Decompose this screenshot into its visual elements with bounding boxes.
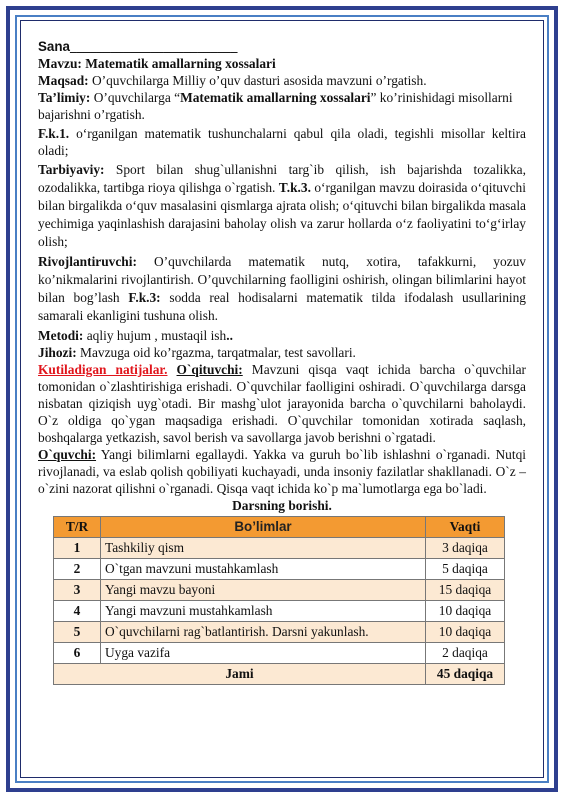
competence-fk1: F.k.1. o‘rganilgan matematik tushunchalarni qabul qila oladi, tegishli misollar keltira oladi; <box>38 126 526 158</box>
table-total-row <box>54 664 505 685</box>
expected-results-student: O`quvchi: Yangi bilimlarni egallaydi. Yakka va guruh bo`lib ishlashni o`rganadi. Nutqi rivojlanadi, va eslab qolish qobiliyati kuchayadi, unda insoniy fazilatlar shakllanadi. O`z – o`zini nazorat qilishni o`rganadi. Qisqa vaqt ichida ko`p ma`lumotlarga ega bo`ladi. <box>38 447 527 496</box>
topic-line: Mavzu: Matematik amallarning xossalari <box>38 56 276 71</box>
total-time: 45 daqiqa <box>426 664 505 685</box>
lesson-plan-document <box>38 38 526 685</box>
table-row: 1 Tashkiliy qism 3 daqiqa <box>54 538 505 559</box>
table-row: 4 Yangi mavzuni mustahkamlash 10 daqiqa <box>54 601 505 622</box>
lesson-flow-title: Darsning borishi. <box>232 498 332 513</box>
developmental-goal: Rivojlantiruvchi: O’quvchilarda matematik nutq, xotira, tafakkurni, yozuv ko’nikmalarini rivojlantirish. O’quvchilarning faolligini oshirish, olingan bilimlarini hayot bilan bog’lash F.k.3: sodda real hodisalarni matematik tilda ifodalash usullarining samarali ekanligini tushuna olish. <box>38 254 526 323</box>
table-row: 6 Uyga vazifa 2 daqiqa <box>54 643 505 664</box>
lesson-flow-table <box>53 516 505 685</box>
table-row: 5 O`quvchilarni rag`batlantirish. Darsni yakunlash. 10 daqiqa <box>54 622 505 643</box>
table-header-row <box>54 517 505 538</box>
expected-results-teacher: Kutiladigan natijalar. O`qituvchi: Mavzuni qisqa vaqt ichida barcha o`quvchilar tomonidan o`zlashtirishiga erishadi. O`quvchilar faolligini oshiradi. O`quvchilarga darsga nisbatan qiziqish uyg`otadi. Bir mashg`ulot jarayonida barcha o`quvchilarni baholaydi. O`z oldiga qo`ygan maqsadiga erishadi. O`quvchilar tomonidan xotirada saqlash, boshqalarga yetkazish, savol berish va savollarga javob berishni o`rgatadi. <box>38 362 527 445</box>
date-line: Sana_________________________ <box>38 39 238 54</box>
table-row: 2 O`tgan mavzuni mustahkamlash 5 daqiqa <box>54 559 505 580</box>
upbringing-goal: Tarbiyaviy: Sport bilan shug`ullanishni targ`ib qilish, ish bajarishda tozalikka, ozodalikka, tartibga rioya qilishga o`rgatish. T.k.3. o‘rganilgan mavzu doirasida o‘qituvchi bilan birgalikda o‘quv masalasini qismlarga ajrata olish; o‘qituvchi bilan birgalikda masala yechimiga yaqinlashish darajasini baholay olish va zarur hollarda o‘z faoliyatini to‘g‘irlay olish; <box>38 162 526 249</box>
column-header-number: T/R <box>54 517 101 538</box>
methods-line: Metodi: aqliy hujum , mustaqil ish.. <box>38 328 233 343</box>
goal-line: Maqsad: O’quvchilarga Milliy o’quv dasturi asosida mavzuni o’rgatish. <box>38 73 427 88</box>
column-header-sections: Bo’limlar <box>101 517 426 538</box>
column-header-time: Vaqti <box>426 517 505 538</box>
table-row: 3 Yangi mavzu bayoni 15 daqiqa <box>54 580 505 601</box>
educational-goal: Ta’limiy: O’quvchilarga “Matematik amallarning xossalari” ko’rinishidagi misollarni bajarishni o’rgatish. <box>38 90 513 122</box>
total-label: Jami <box>54 664 426 685</box>
equipment-line: Jihozi: Mavzuga oid ko’rgazma, tarqatmalar, test savollari. <box>38 345 356 360</box>
